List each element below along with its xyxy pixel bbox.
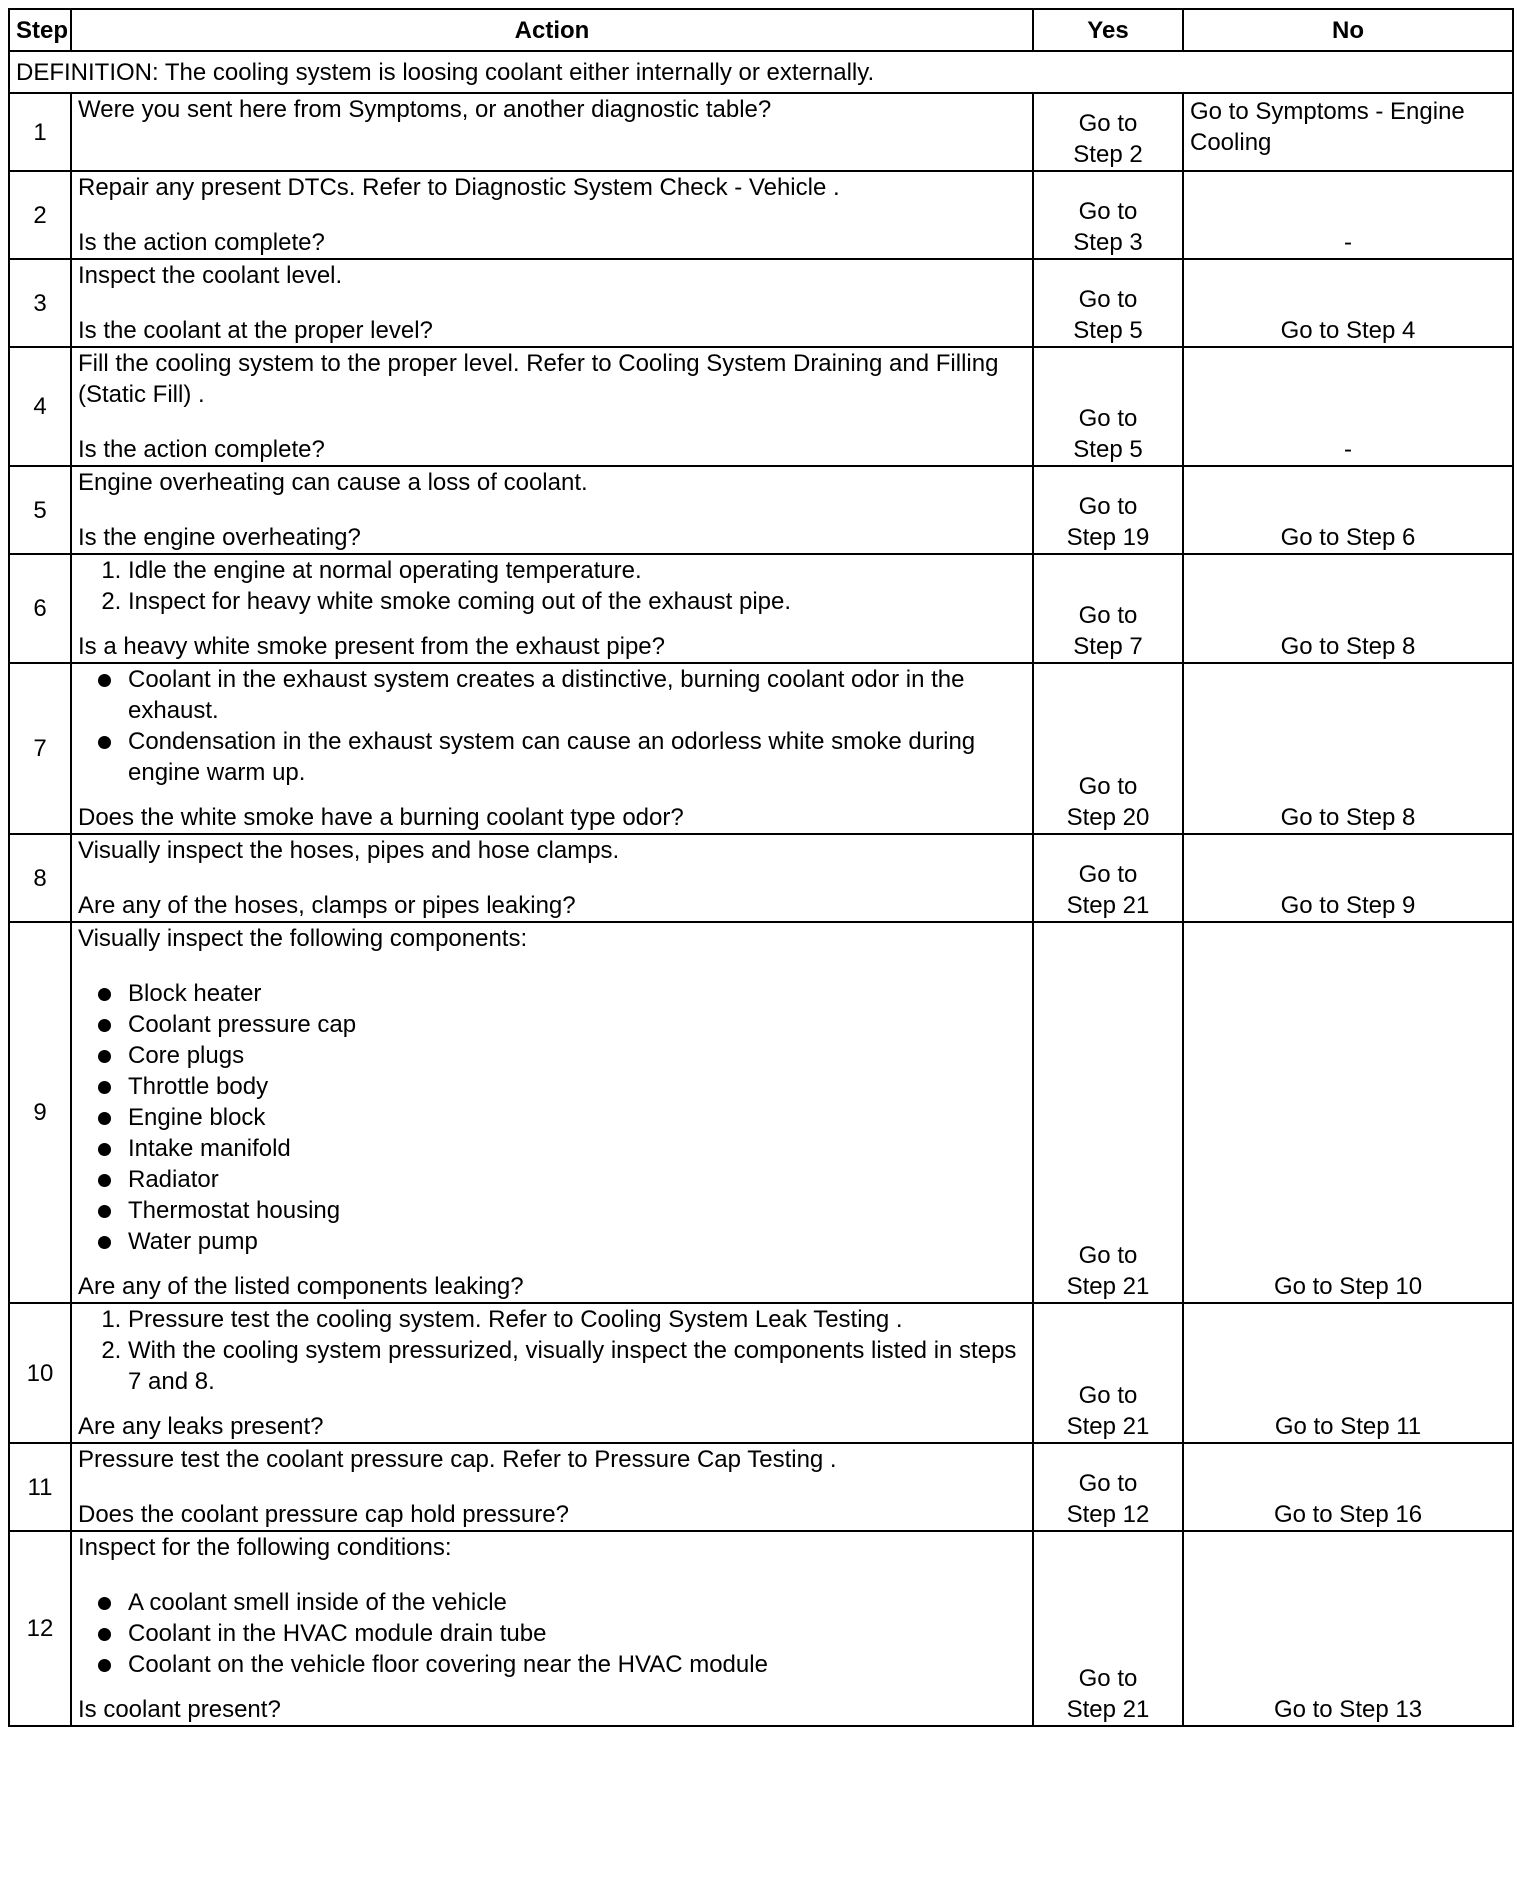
yes-cell <box>1033 922 1183 1303</box>
step-number: 12 <box>9 1531 71 1726</box>
action-cell <box>71 554 1033 663</box>
action-cell <box>71 922 1033 1303</box>
yes-line: Step 5 <box>1073 317 1143 344</box>
table-row <box>9 466 1513 554</box>
action-cell <box>71 93 1033 171</box>
action-cell <box>71 466 1033 554</box>
numbered-item: 2. Inspect for heavy white smoke coming out of the exhaust pipe. <box>128 586 1026 617</box>
yes-line: Step 20 <box>1066 804 1150 831</box>
table-row <box>9 1531 1513 1726</box>
yes-line: Step 2 <box>1073 141 1143 168</box>
no-cell: Go to Step 8 <box>1183 554 1513 663</box>
bullet-item: Throttle body <box>128 1071 1026 1102</box>
action-intro: Visually inspect the following components: <box>78 925 528 952</box>
step-number: 5 <box>9 466 71 554</box>
action-cell <box>71 171 1033 259</box>
yes-line: Step 7 <box>1073 633 1143 660</box>
step-number: 6 <box>9 554 71 663</box>
action-intro: Visually inspect the hoses, pipes and hose clamps. <box>78 837 620 864</box>
action-cell <box>71 1531 1033 1726</box>
bullet-item: Coolant in the exhaust system creates a distinctive, burning coolant odor in the exhaust. <box>128 664 1026 726</box>
no-cell: - <box>1183 171 1513 259</box>
yes-cell <box>1033 663 1183 834</box>
bullet-list <box>78 1587 1026 1680</box>
yes-line: Go to <box>1078 405 1138 432</box>
table-row <box>9 347 1513 466</box>
yes-line: Go to <box>1078 198 1138 225</box>
action-intro: Pressure test the coolant pressure cap. Refer to Pressure Cap Testing . <box>78 1446 837 1473</box>
numbered-list <box>78 555 1026 617</box>
definition-row <box>9 51 1513 93</box>
header-yes: Yes <box>1033 9 1183 51</box>
table-body <box>9 51 1513 1726</box>
yes-line: Go to <box>1078 110 1138 137</box>
yes-cell <box>1033 1531 1183 1726</box>
header-no: No <box>1183 9 1513 51</box>
action-cell <box>71 663 1033 834</box>
yes-line: Go to <box>1078 1382 1138 1409</box>
action-intro: Repair any present DTCs. Refer to Diagnostic System Check - Vehicle . <box>78 174 840 201</box>
action-intro: Were you sent here from Symptoms, or another diagnostic table? <box>78 96 772 123</box>
no-cell: Go to Step 8 <box>1183 663 1513 834</box>
action-intro: Engine overheating can cause a loss of coolant. <box>78 469 588 496</box>
step-number: 2 <box>9 171 71 259</box>
action-question: Does the white smoke have a burning coolant type odor? <box>78 804 684 831</box>
bullet-item: Thermostat housing <box>128 1195 1026 1226</box>
yes-line: Step 3 <box>1073 229 1143 256</box>
no-cell: Go to Symptoms - Engine Cooling <box>1183 93 1513 171</box>
yes-cell <box>1033 1443 1183 1531</box>
action-question: Does the coolant pressure cap hold pressure? <box>78 1501 569 1528</box>
bullet-list <box>78 978 1026 1257</box>
action-cell <box>71 259 1033 347</box>
action-intro: Fill the cooling system to the proper level. Refer to Cooling System Draining and Filling (Static Fill) . <box>78 350 999 408</box>
header-row <box>9 9 1513 51</box>
yes-line: Step 12 <box>1066 1501 1150 1528</box>
bullet-item: Block heater <box>128 978 1026 1009</box>
bullet-item: Condensation in the exhaust system can cause an odorless white smoke during engine warm up. <box>128 726 1026 788</box>
yes-line: Step 21 <box>1066 892 1150 919</box>
table-row <box>9 259 1513 347</box>
yes-line: Go to <box>1078 286 1138 313</box>
yes-line: Go to <box>1078 773 1138 800</box>
definition-text: DEFINITION: The cooling system is loosing coolant either internally or externally. <box>9 51 1513 93</box>
yes-cell <box>1033 554 1183 663</box>
numbered-item: 2. With the cooling system pressurized, visually inspect the components listed in steps 7 and 8. <box>128 1335 1026 1397</box>
yes-line: Step 21 <box>1066 1696 1150 1723</box>
step-number: 7 <box>9 663 71 834</box>
yes-line: Go to <box>1078 1242 1138 1269</box>
yes-line: Go to <box>1078 602 1138 629</box>
yes-cell <box>1033 1303 1183 1443</box>
table-row <box>9 834 1513 922</box>
table-row <box>9 922 1513 1303</box>
step-number: 10 <box>9 1303 71 1443</box>
step-number: 4 <box>9 347 71 466</box>
yes-line: Step 5 <box>1073 436 1143 463</box>
bullet-item: Coolant in the HVAC module drain tube <box>128 1618 1026 1649</box>
yes-line: Step 19 <box>1066 524 1150 551</box>
yes-line: Go to <box>1078 1470 1138 1497</box>
action-cell <box>71 834 1033 922</box>
no-cell: - <box>1183 347 1513 466</box>
yes-cell <box>1033 259 1183 347</box>
action-intro: Inspect the coolant level. <box>78 262 343 289</box>
no-cell: Go to Step 16 <box>1183 1443 1513 1531</box>
yes-line: Step 21 <box>1066 1273 1150 1300</box>
no-cell: Go to Step 6 <box>1183 466 1513 554</box>
action-question: Is a heavy white smoke present from the exhaust pipe? <box>78 633 665 660</box>
bullet-item: Radiator <box>128 1164 1026 1195</box>
action-question: Is the coolant at the proper level? <box>78 317 433 344</box>
numbered-item: 1. Pressure test the cooling system. Refer to Cooling System Leak Testing . <box>128 1304 1026 1335</box>
step-number: 11 <box>9 1443 71 1531</box>
action-question: Is coolant present? <box>78 1696 281 1723</box>
yes-line: Go to <box>1078 861 1138 888</box>
no-cell: Go to Step 10 <box>1183 922 1513 1303</box>
action-cell <box>71 1303 1033 1443</box>
action-question: Is the action complete? <box>78 229 325 256</box>
bullet-item: Intake manifold <box>128 1133 1026 1164</box>
bullet-item: Engine block <box>128 1102 1026 1133</box>
no-cell: Go to Step 13 <box>1183 1531 1513 1726</box>
bullet-item: Core plugs <box>128 1040 1026 1071</box>
action-question: Is the action complete? <box>78 436 325 463</box>
table-row <box>9 663 1513 834</box>
action-question: Are any leaks present? <box>78 1413 324 1440</box>
yes-cell <box>1033 347 1183 466</box>
table-row <box>9 554 1513 663</box>
action-intro: Inspect for the following conditions: <box>78 1534 452 1561</box>
bullet-item: Water pump <box>128 1226 1026 1257</box>
numbered-item: 1. Idle the engine at normal operating temperature. <box>128 555 1026 586</box>
table-row <box>9 171 1513 259</box>
action-question: Are any of the listed components leaking? <box>78 1273 524 1300</box>
yes-cell <box>1033 93 1183 171</box>
step-number: 1 <box>9 93 71 171</box>
yes-line: Go to <box>1078 493 1138 520</box>
bullet-item: Coolant on the vehicle floor covering near the HVAC module <box>128 1649 1026 1680</box>
bullet-item: Coolant pressure cap <box>128 1009 1026 1040</box>
action-question: Is the engine overheating? <box>78 524 361 551</box>
bullet-item: A coolant smell inside of the vehicle <box>128 1587 1026 1618</box>
yes-cell <box>1033 834 1183 922</box>
step-number: 9 <box>9 922 71 1303</box>
yes-line: Go to <box>1078 1665 1138 1692</box>
yes-cell <box>1033 466 1183 554</box>
table-row <box>9 93 1513 171</box>
diagnostic-table <box>8 8 1514 1727</box>
no-cell: Go to Step 4 <box>1183 259 1513 347</box>
yes-cell <box>1033 171 1183 259</box>
header-action: Action <box>71 9 1033 51</box>
numbered-list <box>78 1304 1026 1397</box>
no-cell: Go to Step 11 <box>1183 1303 1513 1443</box>
action-cell <box>71 347 1033 466</box>
action-cell <box>71 1443 1033 1531</box>
yes-line: Step 21 <box>1066 1413 1150 1440</box>
bullet-list <box>78 664 1026 788</box>
no-cell: Go to Step 9 <box>1183 834 1513 922</box>
table-row <box>9 1443 1513 1531</box>
header-step: Step <box>9 9 71 51</box>
step-number: 3 <box>9 259 71 347</box>
step-number: 8 <box>9 834 71 922</box>
action-question: Are any of the hoses, clamps or pipes leaking? <box>78 892 576 919</box>
table-row <box>9 1303 1513 1443</box>
